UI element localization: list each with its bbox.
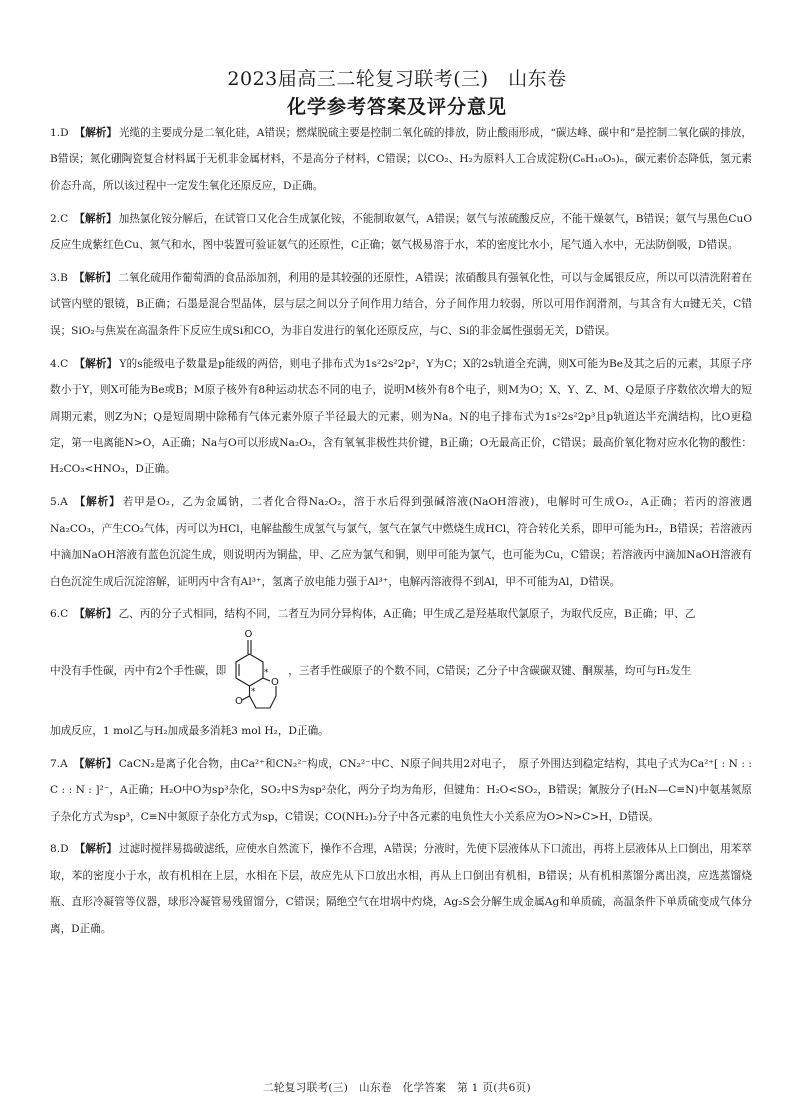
cyclohexenone-ring <box>236 654 263 686</box>
answer-number: 5.A <box>50 496 68 509</box>
analysis-tag: 【解析】 <box>73 496 121 509</box>
answer-text: 加热氯化铵分解后，在试管口又化合生成氯化铵，不能制取氨气，A错误；氨气与浓硫酸反应，不能干燥氨气，B错误；氨气与黑色CuO反应生成紫红色Cu、氮气和水，图中装置可验证氨气的还原性，C正确；氨气极易溶于水，苯的密度比水小，尾气通入水中，无法防倒吸，D错误。 <box>50 212 753 252</box>
analysis-tag: 【解析】 <box>73 757 117 770</box>
answer-item-7 <box>50 751 752 830</box>
answer-item-3 <box>50 265 752 344</box>
page-subtitle: 化学参考答案及评分意见 <box>286 96 507 118</box>
answer-text: 若甲是O₂，乙为金属钠，二者化合得Na₂O₂，溶于水后得到强碱溶液(NaOH溶液)，电解时可生成O₂，A正确；若丙的溶液遇Na₂CO₃，产生CO₂气体，丙可以为HCl，电解盐酸生成氢气与氯气，氢气在氯气中燃烧生成HCl，符合转化关系，即甲可能为H₂，B错误；若溶液丙中滴加NaOH溶液有蓝色沉淀生成，则说明丙为铜盐，甲、乙应为氯气和铜，则甲可能为氯气，也可能为Cu，C错误；若溶液丙中滴加NaOH溶液有白色沉淀生成后沉淀溶解，证明丙中含有Al³⁺，氢离子放电能力强于Al³⁺，电解丙溶液得不到Al，甲不可能为Al，D错误。 <box>50 496 752 588</box>
answer-number: 8.D <box>50 843 69 856</box>
analysis-tag: 【解析】 <box>74 357 118 370</box>
answer-text: 二氧化硫用作葡萄酒的食品添加剂，利用的是其较强的还原性，A错误；浓硝酸具有强氧化性，可以与金属银反应，所以可以清洗附着在试管内壁的银镜，B正确；石墨是混合型晶体，层与层之间以分子间作用力结合，分子间作用力较弱，所以可用作润滑剂，与其含有大π键无关，C错误；SiO₂与焦炭在高温条件下反应生成Si和CO，为非自发进行的氧化还原反应，与C、Si的非金属性强弱无关，D错误。 <box>50 272 753 337</box>
answer-number: 6.C <box>50 608 69 621</box>
analysis-tag: 【解析】 <box>74 608 117 621</box>
answer-text: 乙、丙的分子式相同，结构不同，二者互为同分异构体，A正确；甲生成乙是羟基取代氯原子，为取代反应，B正确；甲、乙 <box>118 608 696 621</box>
page-footer: 二轮复习联考(三) 山东卷 化学答案 第 1 页(共6页) <box>263 1082 531 1094</box>
c-o-bond <box>263 678 270 681</box>
oxygen-label: O <box>235 695 244 707</box>
analysis-tag: 【解析】 <box>74 212 117 225</box>
answer-number: 3.B <box>50 272 68 285</box>
answer-number: 4.C <box>50 357 69 370</box>
answer-text: CaCN₂是离子化合物，由Ca²⁺和CN₂²⁻构成，CN₂²⁻中C、N原子间共用2对电子， 原子外围达到稳定结构，其电子式为Ca²⁺[ : N : : C : : N : ]²⁻，A正确；H₂O中O为sp³杂化，SO₂中S为sp²杂化，两分子均为角形，但键角：H₂O<SO₂，B错误；氰胺分子(H₂N—C≡N)中氨基氮原子杂化方式为sp³，C≡N中氮原子杂化方式为sp，C错误；CO(NH₂)₂分子中各元素的电负性大小关系应为O>N>C>H，D错误。 <box>50 757 752 823</box>
chiral-mark: * <box>264 667 269 678</box>
answer-text-before-structure: 中没有手性碳，丙中有2个手性碳，即 <box>50 664 227 677</box>
analysis-tag: 【解析】 <box>73 272 117 285</box>
answer-number: 1.D <box>50 127 69 139</box>
c-o-bond-lower <box>242 696 250 700</box>
structure-line <box>50 624 752 718</box>
answer-item-2 <box>50 206 752 259</box>
page-title: 2023届高三二轮复习联考(三) 山东卷 <box>227 68 567 90</box>
answer-item-1 <box>50 120 752 199</box>
chiral-structure-diagram <box>226 626 288 716</box>
analysis-tag: 【解析】 <box>74 127 117 139</box>
oxygen-label: O <box>244 628 253 640</box>
answer-item-4 <box>50 351 752 483</box>
analysis-tag: 【解析】 <box>74 843 118 856</box>
answer-item-6 <box>50 601 752 744</box>
answer-number: 2.C <box>50 212 69 225</box>
answers-body <box>50 120 752 949</box>
oxygen-label: O <box>271 676 280 688</box>
chiral-mark: * <box>251 686 256 697</box>
answer-text-continued: 加成反应，1 mol乙与H₂加成最多消耗3 mol H₂，D正确。 <box>50 724 329 737</box>
answer-text-after-structure: ，三者手性碳原子的个数不同，C错误；乙分子中含碳碳双键、酮羰基，均可与H₂发生 <box>288 664 692 677</box>
answer-text: Y的s能级电子数量是p能级的两倍，则电子排布式为1s²2s²2p²，Y为C；X的2s轨道全充满，则X可能为Be及其之后的元素，其原子序数小于Y，则X可能为Be或B；M原子核外有8种运动状态不同的电子，说明M核外有8个电子，则M为O；X、Y、Z、M、Q是原子序数依次增大的短周期元素，则Z为N；Q是短周期中除稀有气体元素外原子半径最大的元素，则为Na。N的电子排布式为1s²2s²2p³且p轨道达半充满结构，比O更稳定，第一电离能N>O，A正确；Na与O可以形成Na₂O₂，含有氧氧非极性共价键，B正确；O无最高正价，C错误；最高价氧化物对应水化物的酸性：H₂CO₃<HNO₃，D正确。 <box>50 357 752 476</box>
answer-text: 过滤时搅拌易捣破滤纸，应使水自然流下，操作不合理，A错误；分液时，先使下层液体从下口流出，再将上层液体从上口倒出，用苯萃取，苯的密度小于水，故有机相在上层，水相在下层，故应先从下口放出水相，再从上口倒出有机相，B错误；从有机相蒸馏分离出溴，应选蒸馏烧瓶、直形冷凝管等仪器，球形冷凝管易残留馏分，C错误；隔绝空气在坩埚中灼烧，Ag₂S会分解生成金属Ag和单质硫，高温条件下单质硫变成气体分离，D正确。 <box>50 843 752 935</box>
answer-item-5 <box>50 489 752 595</box>
answer-text: 光缆的主要成分是二氧化硅，A错误；燃煤脱硫主要是控制二氧化硫的排放，防止酸雨形成，“碳达峰、碳中和”是控制二氧化碳的排放，B错误；氮化硼陶瓷复合材料属于无机非金属材料，不是高分子材料，C错误；以CO₂、H₂为原料人工合成淀粉(C₆H₁₀O₅)ₙ，碳元素价态降低，氢元素价态升高，所以该过程中一定发生氧化还原反应，D正确。 <box>50 127 753 192</box>
answer-number: 7.A <box>50 757 68 770</box>
answer-item-8 <box>50 836 752 942</box>
